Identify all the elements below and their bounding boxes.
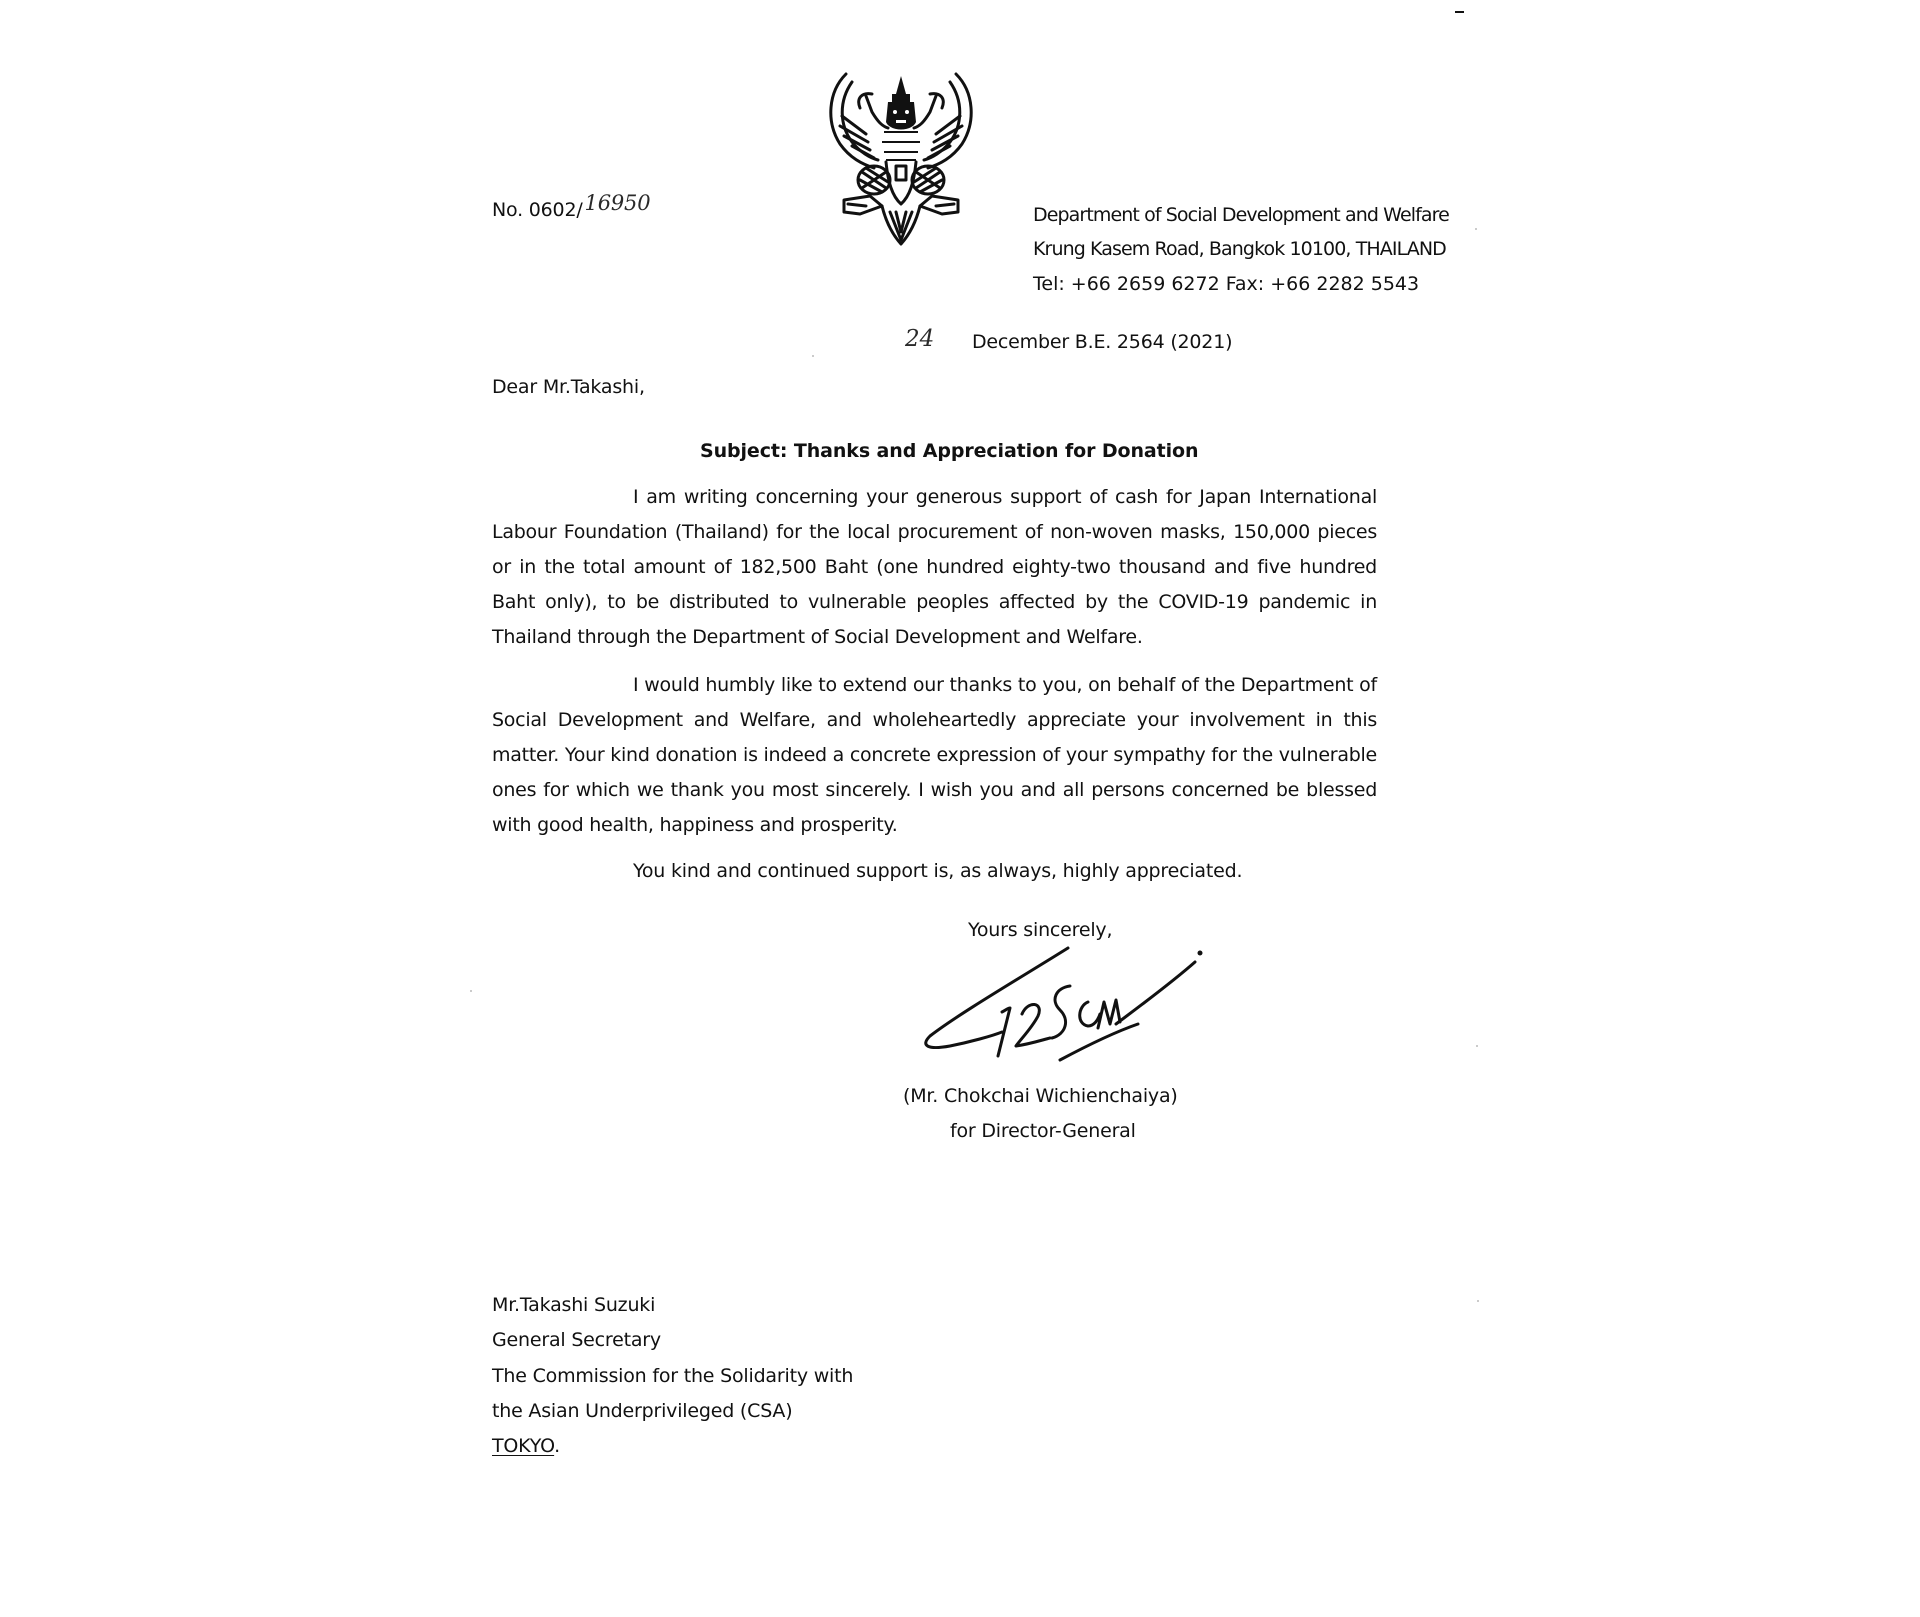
garuda-emblem-icon <box>826 72 976 247</box>
valediction: Yours sincerely, <box>968 919 1113 941</box>
scan-speck <box>1476 1045 1478 1047</box>
scan-corner-mark <box>1455 11 1464 13</box>
scan-speck <box>1477 1300 1479 1302</box>
recipient-city-suffix: . <box>554 1435 560 1457</box>
sender-address-line1: Department of Social Development and Welfare <box>1033 204 1449 226</box>
date-text: December B.E. 2564 (2021) <box>972 331 1233 353</box>
sender-contact-line: Tel: +66 2659 6272 Fax: +66 2282 5543 <box>1033 273 1420 295</box>
scan-speck <box>812 355 814 357</box>
reference-prefix: No. 0602/ <box>492 199 583 221</box>
subject-line: Subject: Thanks and Appreciation for Donation <box>700 440 1199 462</box>
body-paragraph-1-text: I am writing concerning your generous support of cash for Japan International Labour Foundation (Thailand) for the local procurement of non-woven masks, 150,000 pieces or in the total amount of 182,500 Baht (one hundred eighty-two thousand and five hundred Baht only), to be distributed to vulnerable peoples affected by the COVID-19 pandemic in Thailand through the Department of Social Development and Welfare. <box>492 486 1377 648</box>
reference-number-handwritten: 16950 <box>584 191 651 215</box>
closing-line: You kind and continued support is, as always, highly appreciated. <box>633 860 1243 882</box>
body-paragraph-1 <box>492 480 1377 655</box>
recipient-city <box>492 1437 560 1456</box>
recipient-name: Mr.Takashi Suzuki <box>492 1294 656 1316</box>
scan-speck <box>470 990 472 992</box>
scan-speck <box>1475 228 1477 230</box>
salutation: Dear Mr.Takashi, <box>492 376 645 398</box>
recipient-org-line2: the Asian Underprivileged (CSA) <box>492 1400 793 1422</box>
recipient-title: General Secretary <box>492 1329 661 1351</box>
sender-address-line2: Krung Kasem Road, Bangkok 10100, THAILAND <box>1033 238 1446 260</box>
recipient-org-line1: The Commission for the Solidarity with <box>492 1365 854 1387</box>
reference-number <box>492 191 651 221</box>
recipient-city-name: TOKYO <box>492 1435 555 1457</box>
date-day-handwritten: 24 <box>905 326 935 352</box>
signatory-name: (Mr. Chokchai Wichienchaiya) <box>903 1085 1178 1107</box>
signatory-title: for Director-General <box>950 1120 1136 1142</box>
body-paragraph-2-text: I would humbly like to extend our thanks to you, on behalf of the Department of Social Development and Welfare, and wholeheartedly appreciate your involvement in this matter. Your kind donation is indeed a concrete expression of your sympathy for the vulnerable ones for which we thank you most sincerely. I wish you and all persons concerned be blessed with good health, happiness and prosperity. <box>492 674 1377 836</box>
body-paragraph-2 <box>492 668 1377 843</box>
handwritten-signature-icon <box>920 928 1210 1073</box>
